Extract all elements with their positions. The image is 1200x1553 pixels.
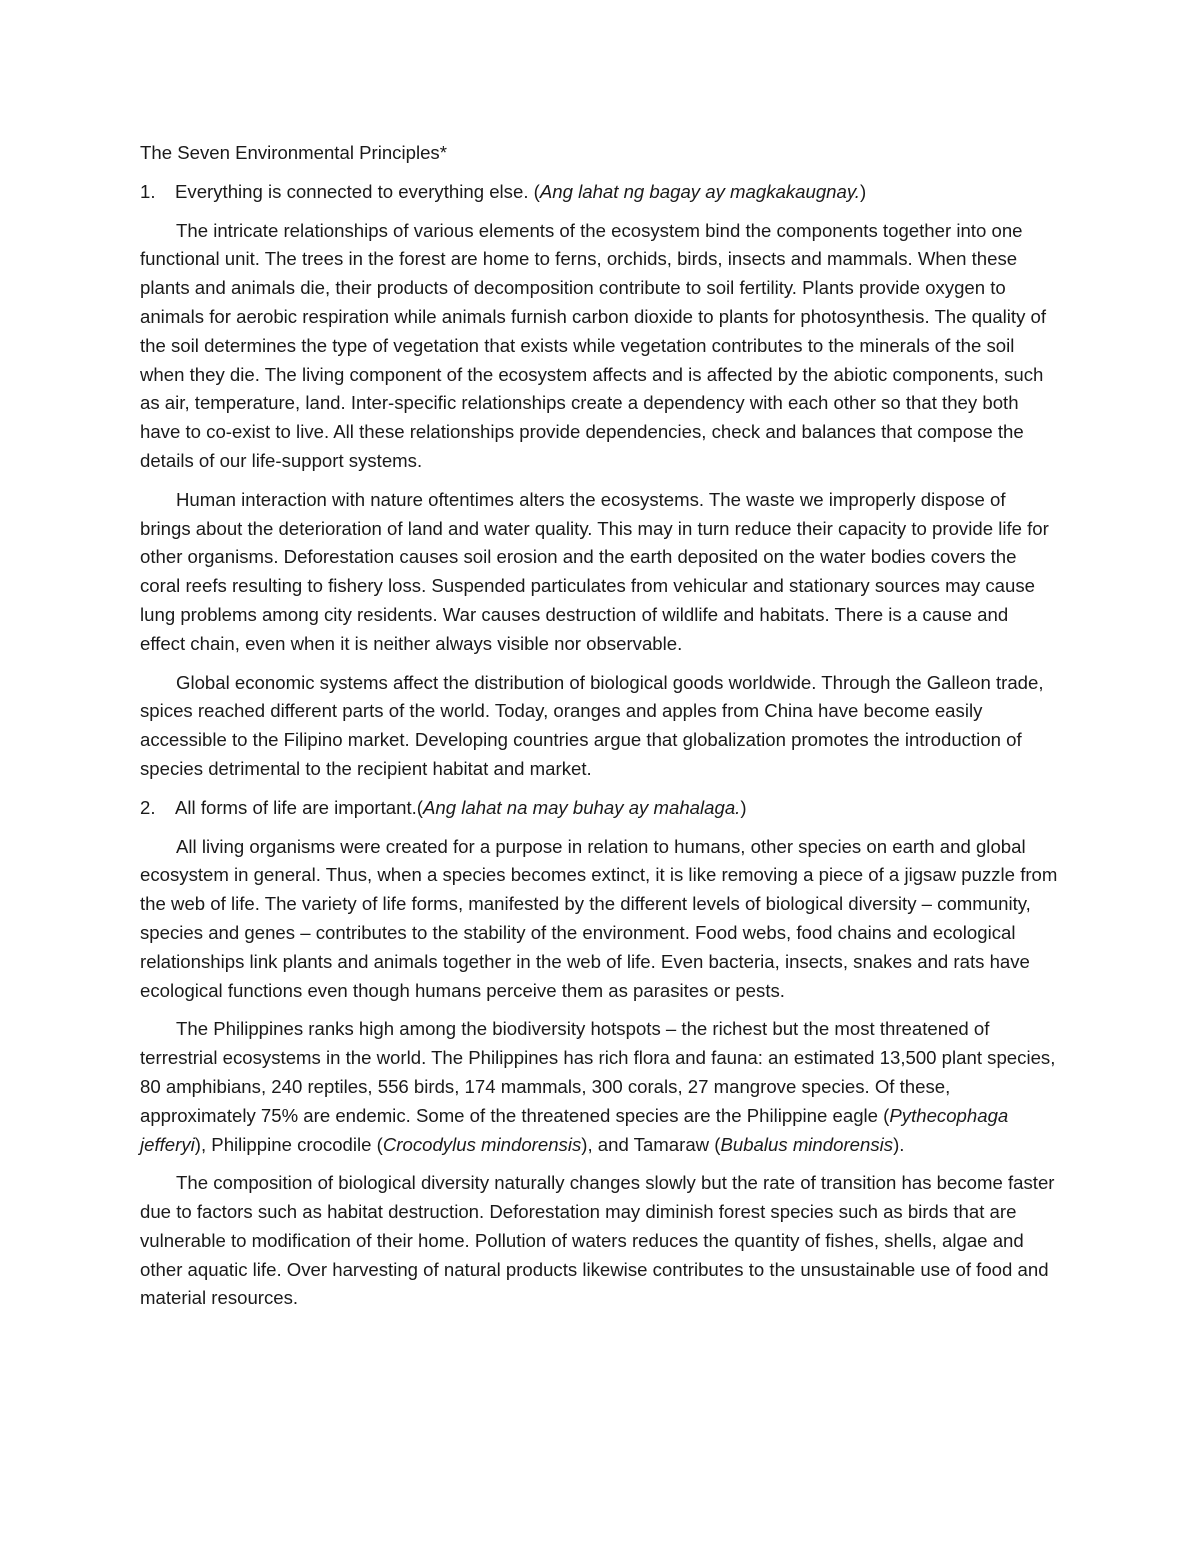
principle-1-heading-tagalog: Ang lahat ng bagay ay magkakaugnay. <box>539 180 860 202</box>
principle-1-heading-close: ) <box>859 180 867 202</box>
document-title: The Seven Environmental Principles* <box>140 142 447 163</box>
principle-2-heading-text <box>175 794 747 823</box>
principle-1-heading-text <box>175 178 866 207</box>
principle-2-paragraph-1: All living organisms were created for a purpose in relation to humans, other species on earth and global ecosystem in general. Thus, when a species becomes extinct, it is like removing a piece of a jigsaw puzzle from the web of life. The variety of life forms, manifested by the different levels of biological diversity – community, species and genes – contributes to the stability of the environment. Food webs, food chains and ecological relationships link plants and animals together in the web of life. Even bacteria, insects, snakes and rats have ecological functions even though humans perceive them as parasites or pests. <box>140 835 1058 1001</box>
principle-2-paragraph-2 <box>140 1015 1058 1159</box>
principle-1-number: 1. <box>140 180 156 202</box>
species-name-tamaraw: Bubalus mindorensis <box>720 1133 894 1155</box>
principle-1-paragraph-3: Global economic systems affect the distribution of biological goods worldwide. Through the Galleon trade, spices reached different parts of the world. Today, oranges and apples from China have become easily accessible to the Filipino market. Developing countries argue that globalization promotes the introduction of species detrimental to the recipient habitat and market. <box>140 671 1044 779</box>
document-page <box>140 139 1058 1323</box>
principle-2-number: 2. <box>140 796 156 818</box>
principle-2-heading-tagalog: Ang lahat na may buhay ay mahalaga. <box>423 796 741 818</box>
principle-1-paragraph-2: Human interaction with nature oftentimes alters the ecosystems. The waste we improperly dispose of brings about the deterioration of land and water quality. This may in turn reduce their capacity to provide life for other organisms. Deforestation causes soil erosion and the earth deposited on the water bodies covers the coral reefs resulting to fishery loss. Suspended particulates from vehicular and stationary sources may cause lung problems among city residents. War causes destruction of wildlife and habitats. There is a cause and effect chain, even when it is neither always visible nor observable. <box>140 488 1049 654</box>
paragraph-text: ), and Tamaraw ( <box>581 1133 721 1155</box>
paragraph-text: ). <box>893 1133 905 1155</box>
paragraph-text: ), Philippine crocodile ( <box>194 1133 383 1155</box>
principle-2-paragraph-3: The composition of biological diversity naturally changes slowly but the rate of transition has become faster due to factors such as habitat destruction. Deforestation may diminish forest species such as birds that are vulnerable to modification of their home. Pollution of waters reduces the quantity of fishes, shells, algae and other aquatic life. Over harvesting of natural products likewise contributes to the unsustainable use of food and material resources. <box>140 1172 1055 1309</box>
paragraph-text: The Philippines ranks high among the biodiversity hotspots – the richest but the most threatened of terrestrial ecosystems in the world. The Philippines has rich flora and fauna: an estimated 13,500 plant species, 80 amphibians, 240 reptiles, 556 birds, 174 mammals, 300 corals, 27 mangrove species. Of these, approximately 75% are endemic. Some of the threatened species are the Philippine eagle ( <box>140 1018 1056 1126</box>
principle-2-heading-plain: All forms of life are important.( <box>175 796 423 818</box>
species-name-eagle: Pythecophaga jefferyi <box>140 1104 1009 1155</box>
principle-1-heading <box>140 178 1058 207</box>
principle-1-paragraph-1: The intricate relationships of various elements of the ecosystem bind the components together into one functional unit. The trees in the forest are home to ferns, orchids, birds, insects and mammals. When these plants and animals die, their products of decomposition contribute to soil fertility. Plants provide oxygen to animals for aerobic respiration while animals furnish carbon dioxide to plants for photosynthesis. The quality of the soil determines the type of vegetation that exists while vegetation contributes to the minerals of the soil when they die. The living component of the ecosystem affects and is affected by the abiotic components, such as air, temperature, land. Inter-specific relationships create a dependency with each other so that they both have to co-exist to live. All these relationships provide dependencies, check and balances that compose the details of our life-support systems. <box>140 219 1047 471</box>
principle-1-heading-plain: Everything is connected to everything else. ( <box>175 180 540 202</box>
species-name-crocodile: Crocodylus mindorensis <box>382 1133 582 1155</box>
principle-2-heading <box>140 794 1058 823</box>
principle-2-heading-close: ) <box>740 796 747 818</box>
